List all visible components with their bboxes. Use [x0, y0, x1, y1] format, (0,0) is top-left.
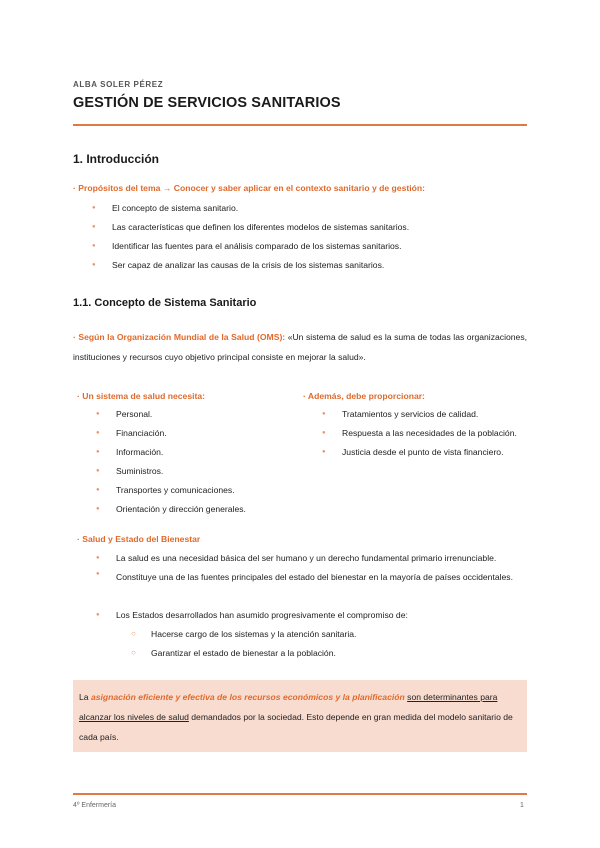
author-name: ALBA SOLER PÉREZ [73, 80, 164, 89]
propositos-lead: · Propósitos del tema → Conocer y saber aplicar en el contexto sanitario y de gestión: [73, 183, 425, 193]
list-item: ● Constituye una de las fuentes principales del estado del bienestar en la mayoría de países occidentales. [96, 568, 520, 606]
propositos-list [92, 202, 409, 278]
list-item: ● Respuesta a las necesidades de la población. [322, 427, 517, 446]
oms-text: «Un sistema de salud es la suma de todas las organizaciones, instituciones y recursos cuyo objetivo principal consiste en mejorar la salud». [73, 332, 527, 362]
list-item: ● Transportes y comunicaciones. [96, 484, 246, 503]
list-item: ● Las características que definen los diferentes modelos de sistemas sanitarios. [92, 221, 409, 240]
section-heading-introduccion: 1. Introducción [73, 152, 160, 166]
list-item: ● Los Estados desarrollados han asumido progresivamente el compromiso de: [96, 609, 520, 628]
list-item: ● La salud es una necesidad básica del ser humano y un derecho fundamental primario irrenunciable. [96, 552, 520, 571]
callout-text [79, 687, 521, 747]
document-title: GESTIÓN DE SERVICIOS SANITARIOS [73, 95, 341, 111]
necesita-list [96, 408, 246, 522]
callout-box [73, 680, 527, 752]
oms-label: · Según la Organización Mundial de la Salud (OMS): [73, 332, 286, 342]
footer-course: 4º Enfermería [73, 802, 117, 809]
list-item: ● Información. [96, 446, 246, 465]
oms-definition [73, 327, 527, 367]
list-item: ● Financiación. [96, 427, 246, 446]
list-item: ● Ser capaz de analizar las causas de la crisis de los sistemas sanitarios. [92, 259, 409, 278]
section-heading-concepto: 1.1. Concepto de Sistema Sanitario [73, 297, 257, 309]
list-item: ● Suministros. [96, 465, 246, 484]
bienestar-lead: · Salud y Estado del Bienestar [77, 534, 201, 544]
list-item: ● Tratamientos y servicios de calidad. [322, 408, 517, 427]
list-item: ● Identificar las fuentes para el análisis comparado de los sistemas sanitarios. [92, 240, 409, 259]
callout-part: demandados por la sociedad. Esto depende en gran medida del modelo sanitario de cada país. [79, 712, 513, 742]
list-item: ● Personal. [96, 408, 246, 427]
callout-part: La [79, 692, 91, 702]
list-item: ● Justicia desde el punto de vista financiero. [322, 446, 517, 465]
header-divider [73, 124, 527, 126]
bienestar-list [96, 552, 520, 628]
page-number: 1 [520, 802, 524, 809]
list-item: ● El concepto de sistema sanitario. [92, 202, 409, 221]
proporcionar-lead: · Además, debe proporcionar: [303, 391, 425, 401]
necesita-lead: · Un sistema de salud necesita: [77, 391, 205, 401]
callout-italic: asignación eficiente y efectiva de los recursos económicos y la planificación [90, 692, 405, 702]
compromiso-sublist [131, 628, 356, 666]
proporcionar-list [322, 408, 517, 465]
list-item: ○ Hacerse cargo de los sistemas y la atención sanitaria. [131, 628, 356, 647]
list-item: ● Orientación y dirección generales. [96, 503, 246, 522]
footer-divider [73, 793, 527, 795]
list-item: ○ Garantizar el estado de bienestar a la población. [131, 647, 356, 666]
callout-underlined: son determinantes para alcanzar los niveles de salud [79, 692, 498, 722]
